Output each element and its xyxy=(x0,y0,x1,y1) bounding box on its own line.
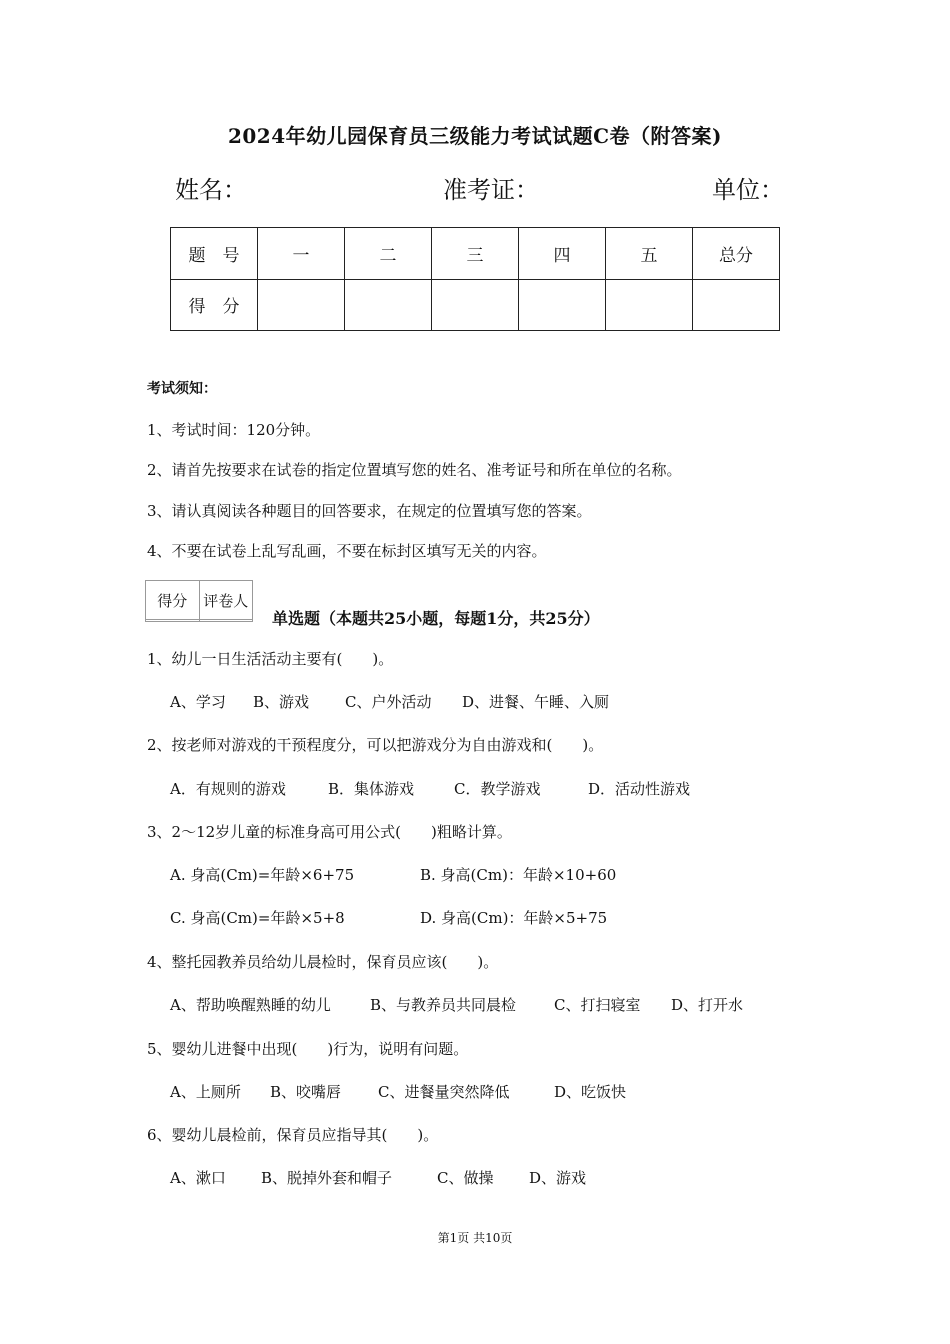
score-input-cell[interactable] xyxy=(258,279,345,331)
notes-heading: 考试须知： xyxy=(147,381,217,397)
exam-title: 2024年幼儿园保育员三级能力考试试题C卷（附答案) xyxy=(227,124,723,148)
score-cell: 得 分 xyxy=(171,279,258,331)
score-input-cell[interactable] xyxy=(519,279,606,331)
page-footer: 第1页 共10页 xyxy=(437,1231,513,1245)
note-item: 3、请认真阅读各种题目的回答要求，在规定的位置填写您的答案。 xyxy=(147,502,592,520)
question-option[interactable]: D、打开水 xyxy=(671,996,744,1014)
question-stem: 3、2～12岁儿童的标准身高可用公式( )粗略计算。 xyxy=(147,823,512,841)
question-option[interactable]: D. 身高(Cm)：年龄×5+75 xyxy=(420,909,608,927)
score-input-cell[interactable] xyxy=(693,279,780,331)
question-option[interactable]: A、帮助唤醒熟睡的幼儿 xyxy=(170,996,331,1014)
score-table-score-row xyxy=(171,279,780,331)
score-table xyxy=(170,227,780,331)
note-item: 2、请首先按要求在试卷的指定位置填写您的姓名、准考证号和所在单位的名称。 xyxy=(147,461,682,479)
score-cell: 总分 xyxy=(693,228,780,280)
score-input-cell[interactable] xyxy=(606,279,693,331)
score-table-header-row xyxy=(171,228,780,280)
question-stem: 4、整托园教养员给幼儿晨检时，保育员应该( )。 xyxy=(147,953,499,971)
question-option[interactable]: A．有规则的游戏 xyxy=(170,780,286,798)
question-option[interactable]: B、与教养员共同晨检 xyxy=(370,996,517,1014)
question-option[interactable]: D．活动性游戏 xyxy=(588,780,691,798)
question-option[interactable]: B．集体游戏 xyxy=(328,780,415,798)
question-stem: 6、婴幼儿晨检前，保育员应指导其( )。 xyxy=(147,1126,439,1144)
grader-score-label: 得分 xyxy=(146,581,200,620)
grader-score-cell[interactable] xyxy=(146,620,200,622)
score-input-cell[interactable] xyxy=(432,279,519,331)
question-option[interactable]: B、咬嘴唇 xyxy=(270,1083,342,1101)
question-option[interactable]: C、进餐量突然降低 xyxy=(378,1083,510,1101)
exam-id-field-label: 准考证： xyxy=(443,176,539,204)
score-cell: 二 xyxy=(345,228,432,280)
score-cell: 三 xyxy=(432,228,519,280)
grader-box xyxy=(145,580,253,622)
score-input-cell[interactable] xyxy=(345,279,432,331)
score-cell: 题 号 xyxy=(171,228,258,280)
grader-name-cell[interactable] xyxy=(199,620,253,622)
question-option[interactable]: C．教学游戏 xyxy=(454,780,541,798)
question-option[interactable]: A、漱口 xyxy=(170,1169,226,1187)
question-stem: 5、婴幼儿进餐中出现( )行为，说明有问题。 xyxy=(147,1040,469,1058)
question-option[interactable]: D、进餐、午睡、入厕 xyxy=(462,693,610,711)
question-option[interactable]: B. 身高(Cm)：年龄×10+60 xyxy=(420,866,617,884)
question-option[interactable]: D、游戏 xyxy=(529,1169,587,1187)
question-option[interactable]: C. 身高(Cm)=年龄×5+8 xyxy=(170,909,345,927)
question-option[interactable]: C、打扫寝室 xyxy=(554,996,641,1014)
question-option[interactable]: B、脱掉外套和帽子 xyxy=(261,1169,393,1187)
score-cell: 五 xyxy=(606,228,693,280)
question-option[interactable]: A. 身高(Cm)=年龄×6+75 xyxy=(170,866,355,884)
name-field-label: 姓名： xyxy=(175,176,247,204)
unit-field-label: 单位： xyxy=(712,176,784,204)
question-option[interactable]: A、上厕所 xyxy=(170,1083,241,1101)
question-option[interactable]: D、吃饭快 xyxy=(554,1083,627,1101)
grader-name-label: 评卷人 xyxy=(199,581,253,620)
question-option[interactable]: A、学习 xyxy=(170,693,226,711)
question-stem: 1、幼儿一日生活活动主要有( )。 xyxy=(147,650,394,668)
question-option[interactable]: C、做操 xyxy=(437,1169,494,1187)
question-option[interactable]: B、游戏 xyxy=(253,693,310,711)
note-item: 4、不要在试卷上乱写乱画，不要在标封区填写无关的内容。 xyxy=(147,542,547,560)
note-item: 1、考试时间：120分钟。 xyxy=(147,421,321,439)
score-cell: 四 xyxy=(519,228,606,280)
score-cell: 一 xyxy=(258,228,345,280)
section-title: 单选题（本题共25小题，每题1分，共25分） xyxy=(272,609,600,628)
question-option[interactable]: C、户外活动 xyxy=(345,693,432,711)
question-stem: 2、按老师对游戏的干预程度分，可以把游戏分为自由游戏和( )。 xyxy=(147,736,604,754)
